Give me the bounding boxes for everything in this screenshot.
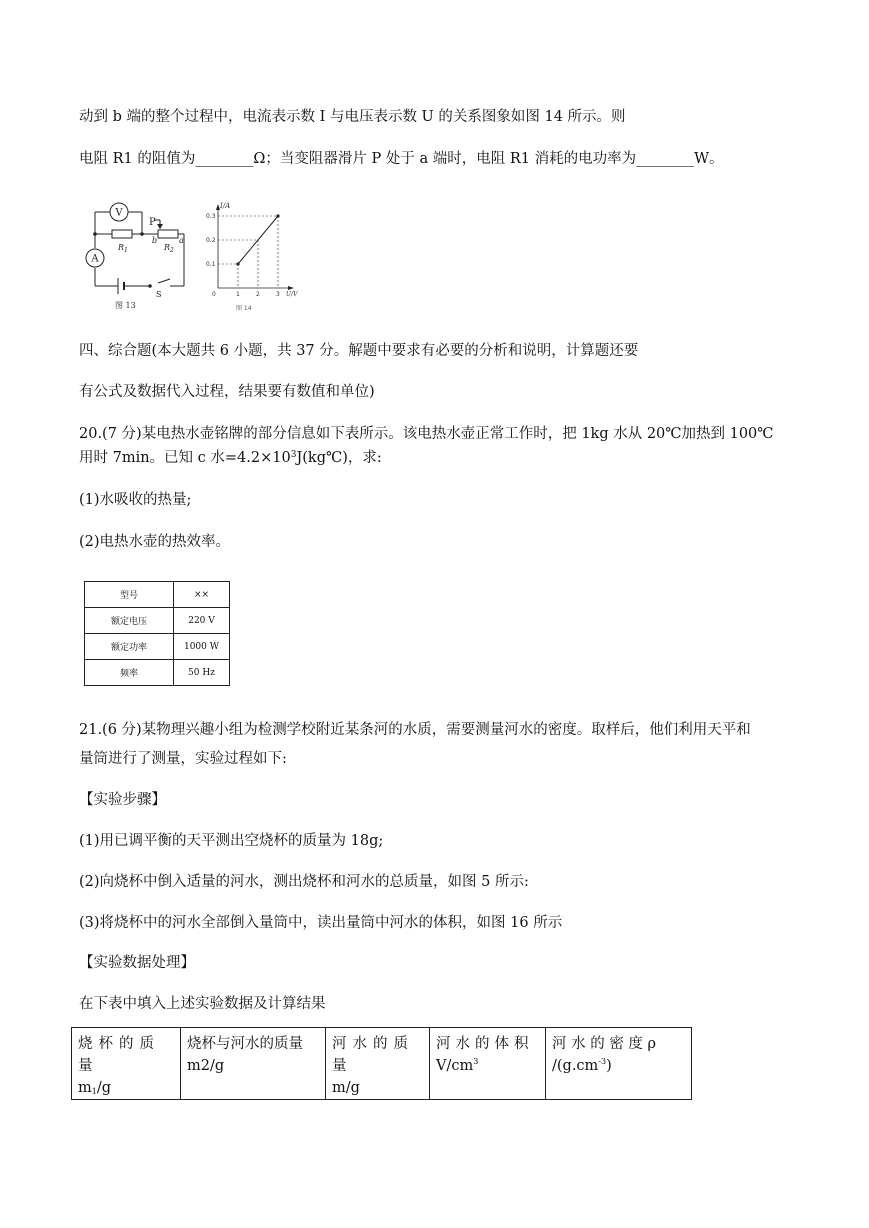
table-cell: 型号: [85, 582, 174, 608]
section-heading: 四、综合题(本大题共 6 小题，共 37 分。解题中要求有必要的分析和说明，计算题还要: [79, 343, 639, 359]
table-header-cell: 烧杯的质量 $m_1/g$: [72, 1028, 181, 1100]
x-tick-label: 3: [276, 291, 280, 298]
text-line: 有公式及数据代入过程，结果要有数值和单位): [79, 384, 375, 400]
end-b-label: b: [152, 236, 158, 245]
origin-label: 0: [212, 291, 216, 298]
section-heading: 【实验数据处理】: [79, 955, 195, 971]
table-header-cell: 河水的体积 $V/cm^3$: [430, 1028, 546, 1100]
kettle-spec-table: [84, 581, 230, 686]
iu-graph: [198, 198, 310, 316]
question-20: 20.(7 分)某电热水壶铭牌的部分信息如下表所示。该电热水壶正常工作时，把 1kg 水从 20℃加热到 100℃: [79, 426, 774, 442]
table-row: [85, 582, 230, 608]
table-row: [85, 660, 230, 686]
data-table: [71, 1027, 692, 1100]
table-header-cell: 烧杯与河水的质量 m2/g: [181, 1028, 326, 1100]
table-header-cell: 河水的质量 m/g: [326, 1028, 430, 1100]
text-line: (3)将烧杯中的河水全部倒入量筒中，读出量筒中河水的体积，如图 16 所示: [79, 915, 563, 931]
y-tick-label: 0.2: [206, 237, 216, 244]
text-line: (2)向烧杯中倒入适量的河水，测出烧杯和河水的总质量，如图 5 所示:: [79, 874, 529, 890]
x-tick-label: 2: [256, 291, 260, 298]
text-line: 在下表中填入上述实验数据及计算结果: [79, 996, 326, 1012]
switch-label: S: [156, 290, 162, 299]
table-cell: 220 V: [174, 608, 230, 634]
table-cell: 额定功率: [85, 634, 174, 660]
text-line: (1)用已调平衡的天平测出空烧杯的质量为 18g;: [79, 833, 384, 849]
end-a-label: a: [179, 236, 184, 245]
table-cell: ××: [174, 582, 230, 608]
r1-label: $R_1$: [118, 243, 128, 254]
y-axis-label: I/A: [220, 202, 231, 210]
table-cell: 频率: [85, 660, 174, 686]
ammeter-label: A: [91, 253, 99, 265]
text-line: 量筒进行了测量，实验过程如下:: [79, 751, 287, 767]
y-tick-label: 0.1: [206, 261, 216, 268]
data-point: [236, 262, 239, 265]
table-header-cell: 河 水 的 密 度 ρ $/(g.cm^{-3})$: [546, 1028, 692, 1100]
table-cell: 额定电压: [85, 608, 174, 634]
y-tick-label: 0.3: [206, 213, 216, 220]
x-tick-label: 1: [236, 291, 240, 298]
text-line: 电阻 R1 的阻值为________Ω；当变阻器滑片 P 处于 a 端时，电阻 R1 消耗的电功率为________W。: [79, 151, 724, 167]
section-heading: 【实验步骤】: [79, 792, 166, 808]
text-line: 用时 7min。已知 c 水$=4.2\times 10^3J(kg℃)$，求:: [79, 450, 382, 466]
table-cell: 50 Hz: [174, 660, 230, 686]
table-row: [85, 608, 230, 634]
circuit-diagram: [80, 198, 192, 313]
question-21: 21.(6 分)某物理兴趣小组为检测学校附近某条河的水质，需要测量河水的密度。取样后，他们利用天平和: [79, 722, 751, 738]
figure-caption: 图 14: [236, 305, 252, 312]
voltmeter-label: V: [115, 207, 123, 219]
text-line: 动到 b 端的整个过程中，电流表示数 I 与电压表示数 U 的关系图象如图 14 所示。则: [79, 109, 626, 125]
table-cell: 1000 W: [174, 634, 230, 660]
x-axis-label: U/V: [286, 291, 298, 298]
figure-caption: 图 13: [115, 301, 136, 310]
data-point: [276, 214, 279, 217]
text-line: (1)水吸收的热量;: [79, 492, 192, 508]
r2-label: $R_2$: [164, 243, 174, 254]
text-line: (2)电热水壶的热效率。: [79, 534, 231, 550]
table-row: [85, 634, 230, 660]
slider-label: P: [149, 217, 156, 228]
table-row: [72, 1028, 692, 1100]
